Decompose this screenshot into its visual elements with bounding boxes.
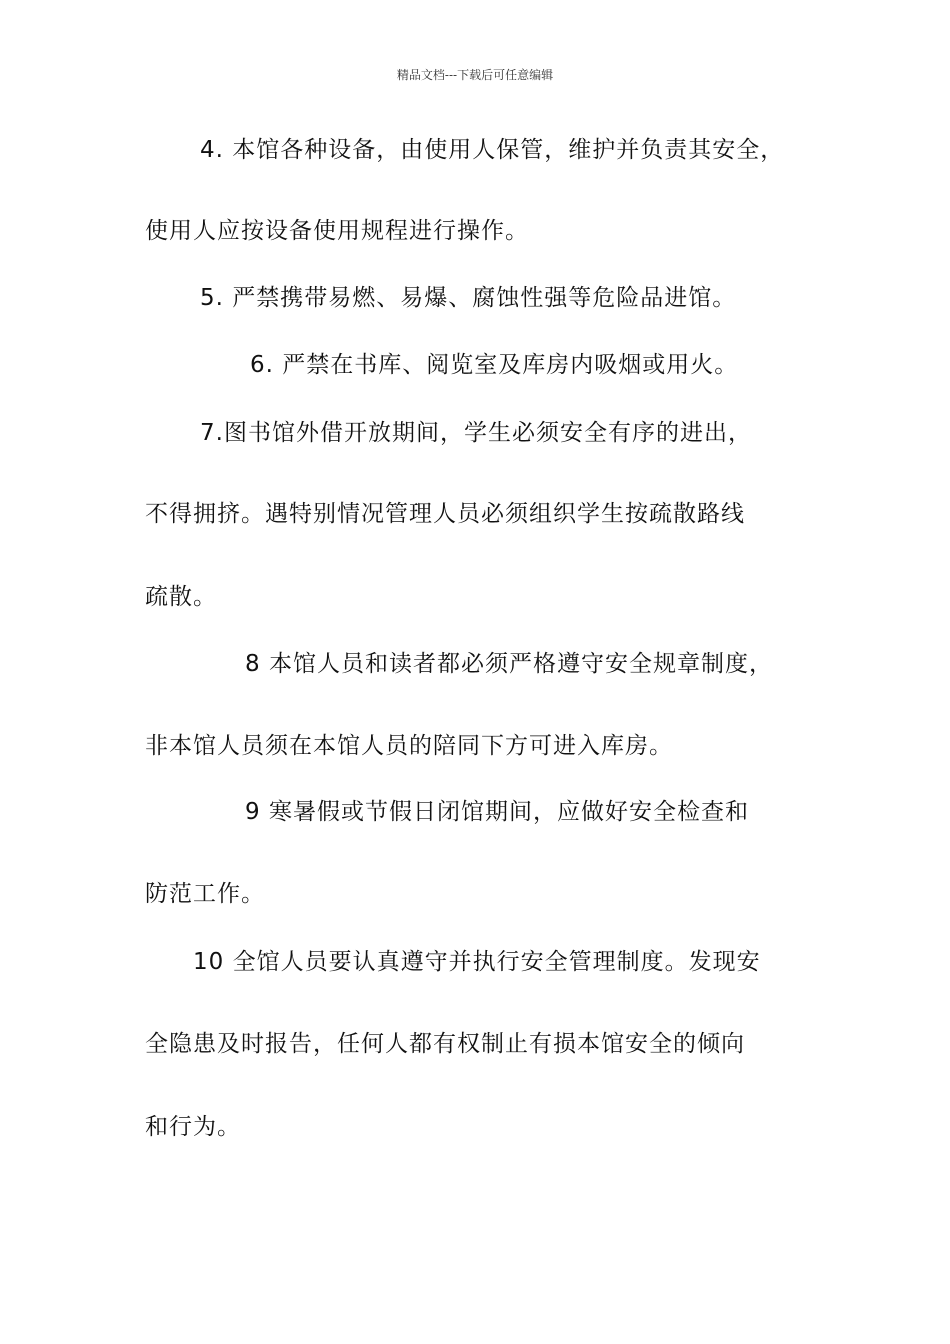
rule-9-line-2: 防范工作。 <box>145 881 265 907</box>
rule-6: 6. 严禁在书库、阅览室及库房内吸烟或用火。 <box>250 352 739 378</box>
rule-4-line-2: 使用人应按设备使用规程进行操作。 <box>145 218 529 244</box>
rule-5: 5. 严禁携带易燃、易爆、腐蚀性强等危险品进馆。 <box>200 285 737 311</box>
rule-8-line-1: 8 本馆人员和读者都必须严格遵守安全规章制度， <box>245 651 773 677</box>
rule-9-line-1: 9 寒暑假或节假日闭馆期间，应做好安全检查和 <box>245 799 749 825</box>
rule-8-line-2: 非本馆人员须在本馆人员的陪同下方可进入库房。 <box>145 733 673 759</box>
rule-10-line-3: 和行为。 <box>145 1114 241 1140</box>
rule-7-line-3: 疏散。 <box>145 584 217 610</box>
rule-10-line-2: 全隐患及时报告，任何人都有权制止有损本馆安全的倾向 <box>145 1031 745 1057</box>
page-header: 精品文档---下载后可任意编辑 <box>396 68 554 82</box>
rule-7-line-1: 7.图书馆外借开放期间，学生必须安全有序的进出， <box>200 420 752 446</box>
rule-4-line-1: 4. 本馆各种设备，由使用人保管，维护并负责其安全， <box>200 137 785 163</box>
rule-10-line-1: 10 全馆人员要认真遵守并执行安全管理制度。发现安 <box>193 949 761 975</box>
rule-7-line-2: 不得拥挤。遇特别情况管理人员必须组织学生按疏散路线 <box>145 501 745 527</box>
